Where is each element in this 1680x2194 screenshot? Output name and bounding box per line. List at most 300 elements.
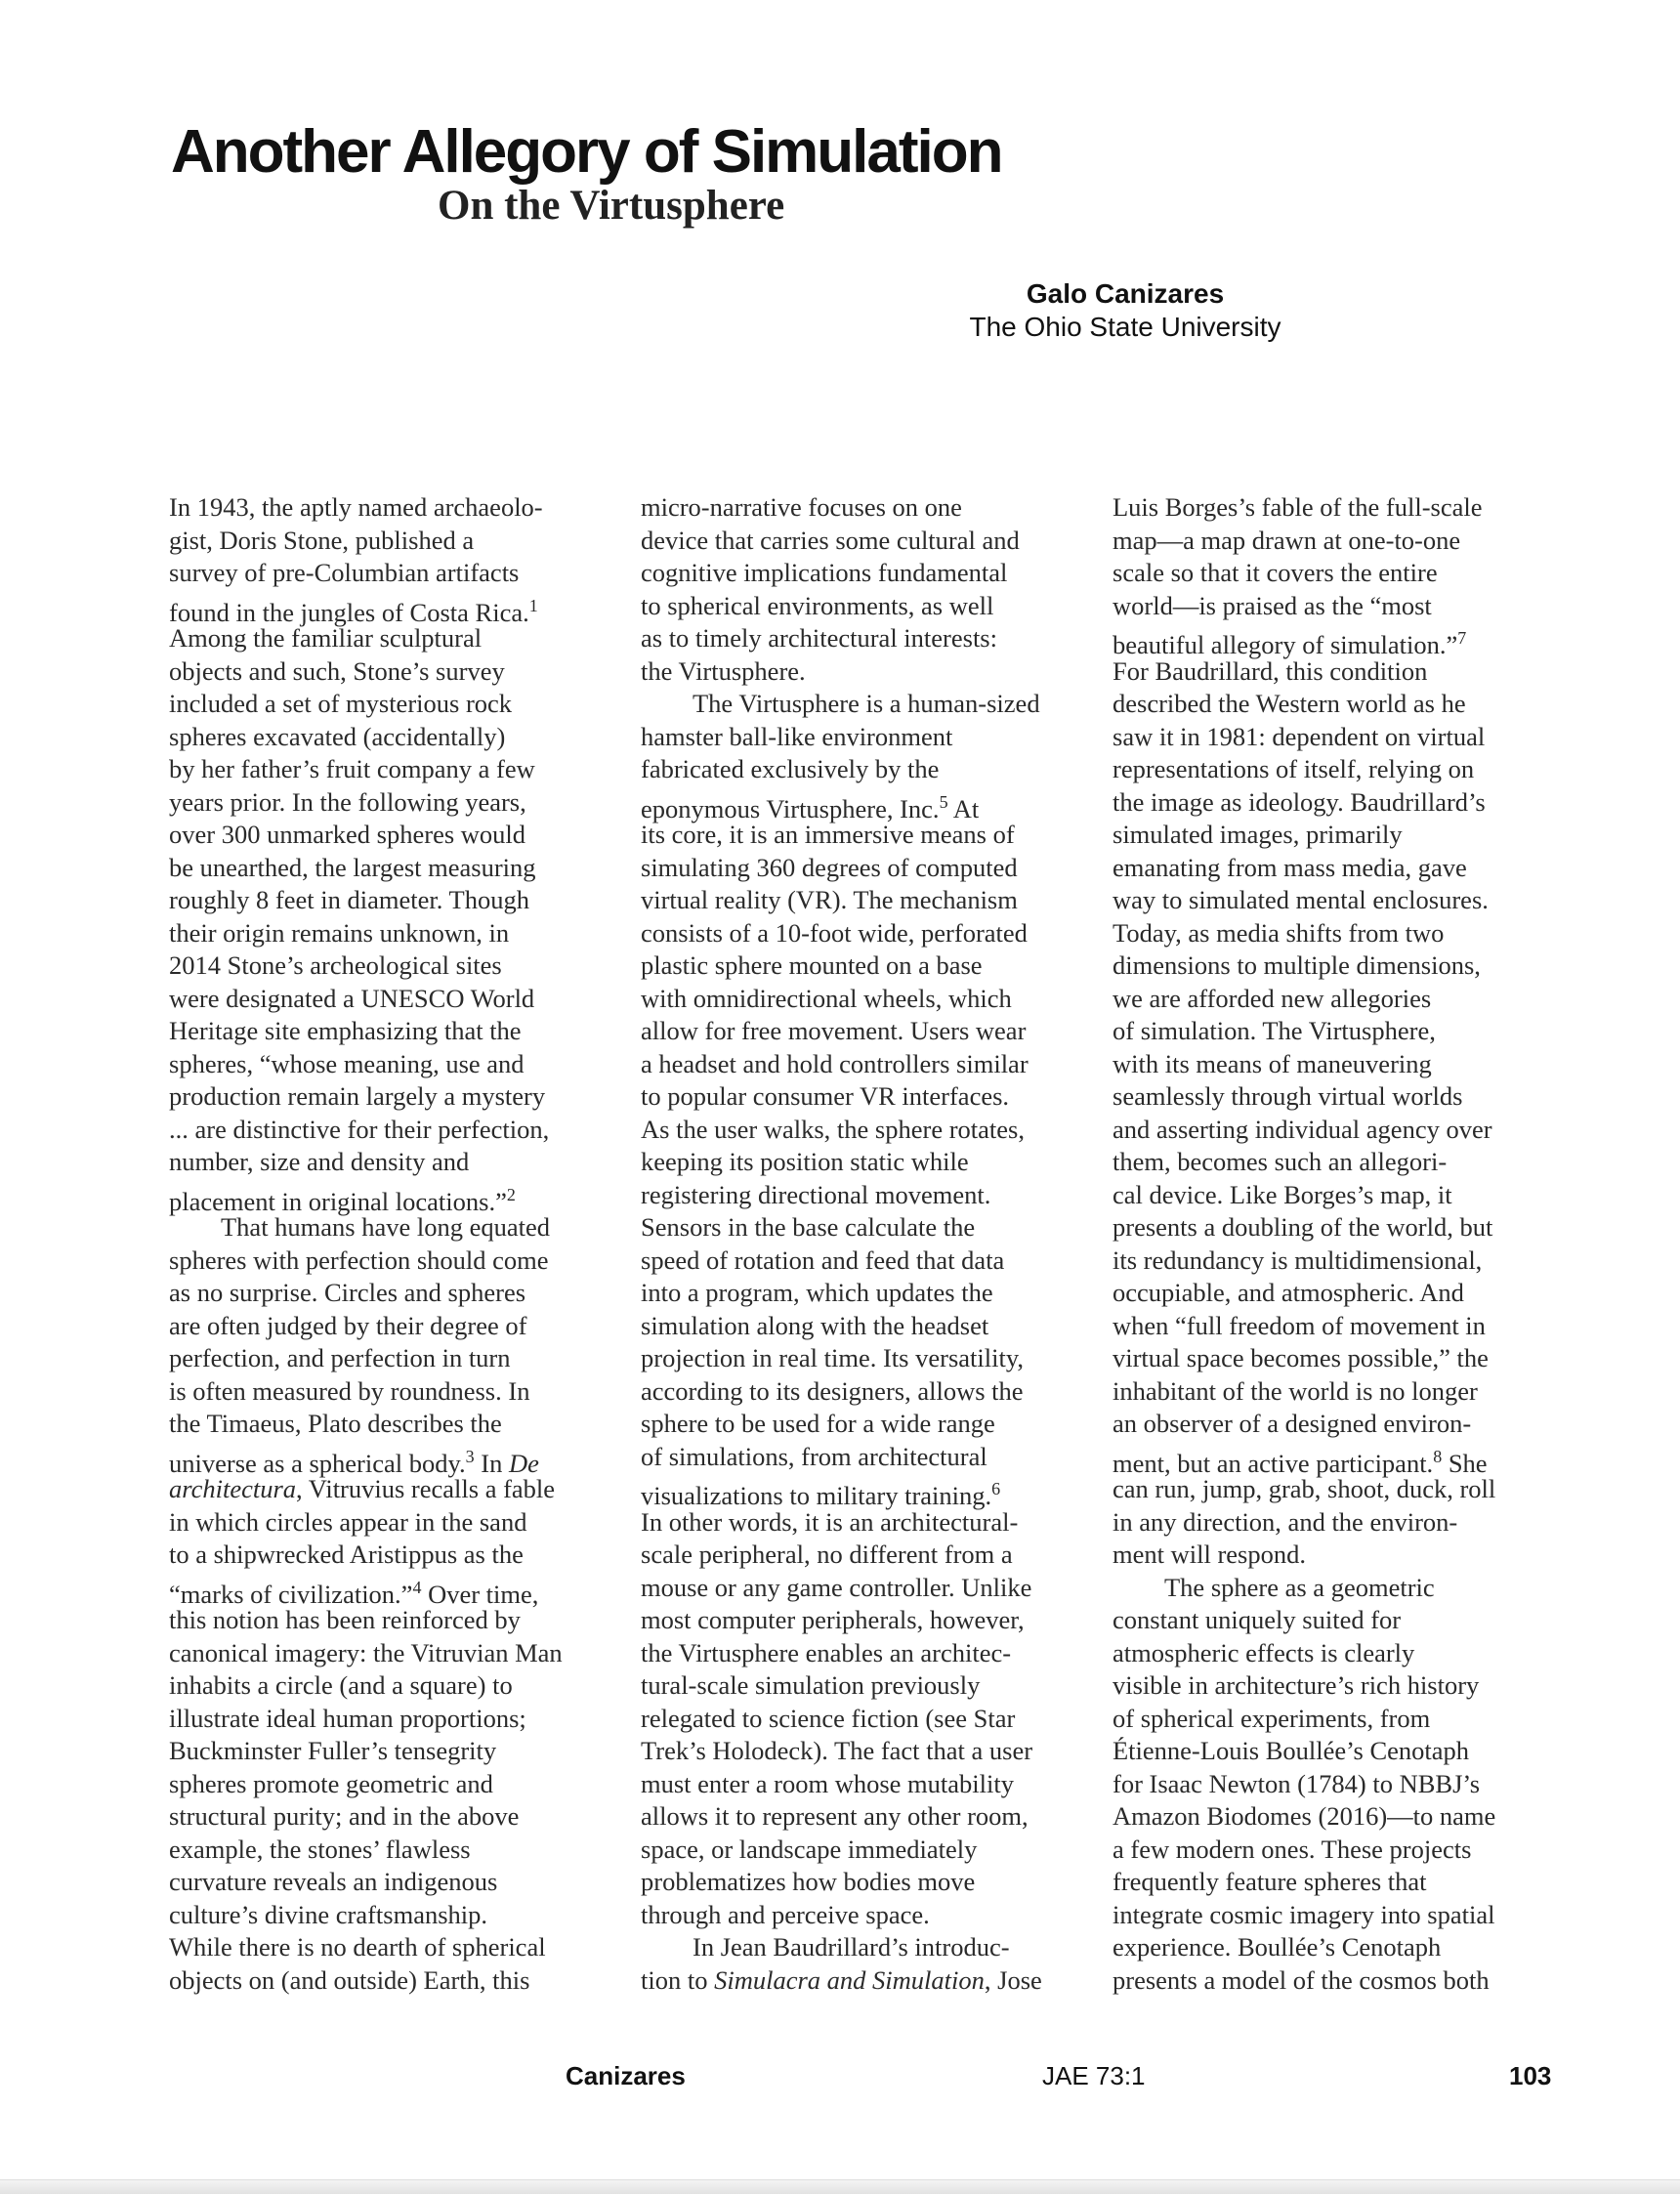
text-run: For Baudrillard, this condition [1113,655,1428,686]
text-run: occupiable, and atmospheric. And [1113,1278,1464,1307]
text-line [169,819,618,852]
text-line [169,1179,618,1216]
text-run: with omnidirectional wheels, which [641,983,1012,1013]
text-line [1113,1931,1562,1964]
text-line [641,1211,1090,1245]
text-run: seamlessly through virtual worlds [1113,1081,1463,1111]
text-line [1113,1866,1562,1899]
text-run: In 1943, the aptly named archaeolo- [169,492,543,522]
text-line [641,622,1090,655]
text-run: In Jean Baudrillard’s introduc- [693,1932,1010,1962]
author-affiliation: The Ohio State University [969,312,1281,342]
text-line [1113,1342,1562,1375]
text-line [1113,1277,1562,1310]
text-run: Luis Borges’s fable of the full-scale [1113,492,1483,522]
text-run: cognitive implications fundamental [641,558,1008,587]
text-line [641,917,1090,950]
text-line [169,1768,618,1801]
text-run: over 300 unmarked spheres would [169,820,526,849]
text-line [641,1800,1090,1834]
text-line [169,557,618,590]
text-line [1113,1735,1562,1768]
text-line [169,1637,618,1670]
text-run: Buckminster Fuller’s tensegrity [169,1736,497,1765]
text-run: found in the jungles of Costa Rica. [169,597,529,627]
text-run: included a set of mysterious rock [169,689,513,718]
text-run: Étienne-Louis Boullée’s Cenotaph [1113,1736,1470,1765]
text-line [1113,1964,1562,1998]
text-run: 2014 Stone’s archeological sites [169,950,502,980]
text-line [1113,1408,1562,1441]
text-run: inhabitant of the world is no longer [1113,1375,1478,1406]
text-run: this notion has been reinforced by [169,1605,521,1634]
text-line [169,1048,618,1081]
text-run: dimensions to multiple dimensions, [1113,950,1481,980]
footnote-reference: 8 [1433,1446,1443,1466]
page-edge-shadow [0,2179,1680,2194]
text-run: were designated a UNESCO World [169,983,535,1013]
text-line [641,1408,1090,1441]
text-line [641,1114,1090,1147]
text-line [169,753,618,786]
text-run: a few modern ones. These projects [1113,1834,1472,1864]
text-run: its redundancy is multidimensional, [1113,1245,1483,1275]
text-line [1113,1179,1562,1212]
text-line [641,1245,1090,1278]
text-run: be unearthed, the largest measuring [169,852,536,882]
text-run: in any direction, and the environ- [1113,1506,1458,1537]
text-run: as to timely architectural interests: [641,623,997,653]
text-run: spheres, “whose meaning, use and [169,1048,525,1078]
text-line [169,1669,618,1703]
text-line [1113,1146,1562,1179]
text-run: The Virtusphere is a human-sized [693,689,1040,718]
text-run: them, becomes such an allegori- [1113,1147,1448,1176]
text-run: by her father’s fruit company a few [169,754,535,783]
text-line [1113,753,1562,786]
text-line [1113,819,1562,852]
text-run: to spherical environments, as well [641,590,994,620]
text-line [169,1800,618,1834]
text-run: space, or landscape immediately [641,1834,978,1864]
text-line [641,491,1090,525]
text-line [1113,1375,1562,1409]
text-run: way to simulated mental enclosures. [1113,885,1489,914]
text-line [1113,1211,1562,1245]
text-line [169,1539,618,1572]
text-run: “marks of civilization.” [169,1579,413,1609]
text-line [641,884,1090,917]
text-run: can run, jump, grab, shoot, duck, roll [1113,1474,1496,1503]
text-run: objects on (and outside) Earth, this [169,1964,530,1995]
text-run: of simulations, from architectural [641,1441,987,1471]
text-run: That humans have long equated [221,1212,551,1242]
text-run: presents a model of the cosmos both [1113,1964,1490,1995]
text-run: to popular consumer VR interfaces. [641,1081,1010,1111]
text-run: the Virtusphere. [641,655,806,686]
text-line [641,1703,1090,1736]
text-column-2 [641,491,1090,1997]
text-line [1113,949,1562,983]
text-line [169,721,618,754]
text-column-1 [169,491,618,1997]
text-run: cal device. Like Borges’s map, it [1113,1179,1452,1209]
text-line [169,1441,618,1478]
text-line [169,1342,618,1375]
text-run: number, size and density and [169,1147,470,1176]
text-run: roughly 8 feet in diameter. Though [169,885,529,914]
footer-journal-issue: JAE 73:1 [1042,2061,1146,2090]
text-run: allow for free movement. Users wear [641,1016,1027,1045]
text-line [641,983,1090,1016]
text-line [641,1048,1090,1081]
footer-running-author: Canizares [566,2061,686,2090]
text-line [641,525,1090,558]
text-line [169,622,618,655]
text-line [1113,884,1562,917]
text-line [1113,1768,1562,1801]
footnote-reference: 6 [991,1479,1001,1498]
text-line [1113,1310,1562,1343]
text-line [641,1866,1090,1899]
byline [928,277,1323,344]
text-line [641,1310,1090,1343]
text-line [169,590,618,627]
text-line [1113,655,1562,689]
text-run: spheres promote geometric and [169,1768,493,1798]
footnote-reference: 5 [939,791,948,812]
text-run: when “full freedom of movement in [1113,1310,1486,1340]
text-line [169,688,618,721]
footnote-reference: 1 [528,595,538,615]
text-run: atmospheric effects is clearly [1113,1637,1415,1667]
text-run: Trek’s Holodeck). The fact that a user [641,1736,1033,1765]
text-line [641,1375,1090,1409]
text-run: survey of pre-Columbian artifacts [169,558,520,587]
text-run: the Timaeus, Plato describes the [169,1409,502,1438]
text-run: ment, but an active participant. [1113,1448,1434,1478]
text-line [641,1441,1090,1474]
text-run: frequently feature spheres that [1113,1867,1427,1896]
text-line [641,688,1090,721]
text-line [1113,1473,1562,1506]
text-run: mouse or any game controller. Unlike [641,1572,1032,1602]
text-run: representations of itself, relying on [1113,754,1475,783]
text-line [641,655,1090,689]
text-run: She [1442,1448,1488,1478]
text-run: constant uniquely suited for [1113,1605,1402,1634]
text-line [641,819,1090,852]
text-run: At [947,793,980,823]
text-line [641,557,1090,590]
text-run: for Isaac Newton (1784) to NBBJ’s [1113,1768,1481,1798]
text-run: fabricated exclusively by the [641,754,940,783]
text-run: scale so that it covers the entire [1113,558,1438,587]
text-run: allows it to represent any other room, [641,1801,1029,1831]
text-run: ... are distinctive for their perfection, [169,1114,550,1144]
text-run: hamster ball-like environment [641,721,953,751]
text-line [169,655,618,689]
text-line [169,884,618,917]
text-line [169,1114,618,1147]
text-run: of simulation. The Virtusphere, [1113,1016,1436,1045]
text-line [1113,786,1562,820]
italic-text: architectura [169,1474,297,1503]
text-line [1113,983,1562,1016]
text-line [641,1899,1090,1932]
text-line [1113,1048,1562,1081]
text-line [169,983,618,1016]
text-line [641,949,1090,983]
text-run: presents a doubling of the world, but [1113,1212,1493,1242]
text-run: culture’s divine craftsmanship. [169,1899,488,1929]
text-run: In [474,1448,509,1478]
text-line [1113,688,1562,721]
text-run: and asserting individual agency over [1113,1114,1492,1144]
text-run: scale peripheral, no different from a [641,1540,1013,1569]
text-run: inhabits a circle (and a square) to [169,1670,513,1700]
text-line [641,852,1090,885]
text-line [641,721,1090,754]
article-subtitle: On the Virtusphere [438,183,785,229]
text-run: simulated images, primarily [1113,820,1403,849]
text-line [1113,622,1562,659]
text-run: the image as ideology. Baudrillard’s [1113,786,1486,817]
text-run: structural purity; and in the above [169,1801,520,1831]
text-run: As the user walks, the sphere rotates, [641,1114,1025,1144]
text-run: are often judged by their degree of [169,1310,527,1340]
text-line [169,1834,618,1867]
text-run: virtual space becomes possible,” the [1113,1343,1489,1372]
text-run: device that carries some cultural and [641,525,1020,555]
text-run: a headset and hold controllers similar [641,1048,1029,1078]
footnote-reference: 2 [506,1184,516,1204]
text-run: , Vitruvius recalls a fable [296,1474,556,1503]
footnote-reference: 7 [1457,628,1467,648]
text-run: virtual reality (VR). The mechanism [641,885,1018,914]
text-line [641,1179,1090,1212]
text-run: consists of a 10-foot wide, perforated [641,917,1028,948]
text-line [641,1146,1090,1179]
text-line [1113,1572,1562,1605]
text-run: universe as a spherical body. [169,1448,466,1478]
text-run: registering directional movement. [641,1179,991,1209]
text-line [1113,525,1562,558]
text-run: speed of rotation and feed that data [641,1245,1005,1275]
text-line [169,1964,618,1998]
text-run: to a shipwrecked Aristippus as the [169,1540,524,1569]
text-line [169,1408,618,1441]
text-line [641,786,1090,823]
text-run: we are afforded new allegories [1113,983,1432,1013]
text-run: the Virtusphere enables an architec- [641,1637,1012,1667]
text-run: Among the familiar sculptural [169,623,483,653]
text-run: keeping its position static while [641,1147,969,1176]
text-run: example, the stones’ flawless [169,1834,471,1864]
text-line [169,1473,618,1506]
text-run: visualizations to military training. [641,1480,992,1510]
text-run: gist, Doris Stone, published a [169,525,475,555]
footnote-reference: 4 [412,1577,422,1597]
text-line [1113,917,1562,950]
text-run: described the Western world as he [1113,689,1466,718]
text-run: beautiful allegory of simulation.” [1113,629,1458,659]
text-line [1113,1604,1562,1637]
text-line [1113,1899,1562,1932]
text-run: through and perceive space. [641,1899,930,1929]
text-line [1113,1539,1562,1572]
text-line [1113,1506,1562,1540]
footer-page-number: 103 [1509,2061,1552,2090]
text-line [169,1899,618,1932]
text-line [641,1342,1090,1375]
text-line [169,491,618,525]
italic-text: De [509,1448,539,1478]
italic-text: Simulacra and Simulation [714,1964,985,1995]
text-line [641,753,1090,786]
text-line [641,1506,1090,1540]
text-run: into a program, which updates the [641,1278,993,1307]
text-line [169,1310,618,1343]
text-line [169,1931,618,1964]
text-line [1113,557,1562,590]
text-run: Amazon Biodomes (2016)—to name [1113,1801,1496,1831]
text-run: objects and such, Stone’s survey [169,655,505,686]
text-run: map—a map drawn at one-to-one [1113,525,1461,555]
text-run: emanating from mass media, gave [1113,852,1467,882]
text-line [641,1637,1090,1670]
text-line [169,1211,618,1245]
text-line [641,1604,1090,1637]
text-line [169,1375,618,1409]
text-run: plastic sphere mounted on a base [641,950,983,980]
text-run: their origin remains unknown, in [169,917,510,948]
text-line [169,1703,618,1736]
text-line [1113,1080,1562,1114]
text-line [641,1768,1090,1801]
text-run: of spherical experiments, from [1113,1703,1431,1733]
text-run: must enter a room whose mutability [641,1768,1014,1798]
text-line [1113,1114,1562,1147]
text-line [169,852,618,885]
text-line [169,1277,618,1310]
text-run: production remain largely a mystery [169,1081,546,1111]
text-line [1113,1669,1562,1703]
text-run: Heritage site emphasizing that the [169,1016,522,1045]
text-line [169,1080,618,1114]
text-run: saw it in 1981: dependent on virtual [1113,721,1486,751]
text-line [169,1245,618,1278]
text-run: Over time, [421,1579,539,1609]
text-run: integrate cosmic imagery into spatial [1113,1899,1495,1929]
text-run: as no surprise. Circles and spheres [169,1278,526,1307]
text-run: The sphere as a geometric [1164,1572,1435,1602]
text-line [169,1146,618,1179]
text-line [1113,590,1562,623]
text-line [641,1015,1090,1048]
text-line [169,1015,618,1048]
text-line [169,949,618,983]
text-run: in which circles appear in the sand [169,1506,527,1537]
text-line [641,1572,1090,1605]
text-line [169,1866,618,1899]
text-run: micro-narrative focuses on one [641,492,962,522]
text-run: is often measured by roundness. In [169,1375,530,1406]
text-run: projection in real time. Its versatility, [641,1343,1024,1372]
text-line [1113,1834,1562,1867]
text-run: an observer of a designed environ- [1113,1409,1472,1438]
text-run: ment will respond. [1113,1540,1306,1569]
text-line [641,1735,1090,1768]
text-line [1113,1703,1562,1736]
text-line [641,590,1090,623]
text-run: , Jose [984,1964,1042,1995]
text-line [641,1669,1090,1703]
text-line [1113,1441,1562,1478]
text-run: problematizes how bodies move [641,1867,976,1896]
text-line [641,1964,1090,1998]
article-title: Another Allegory of Simulation [171,118,1002,186]
text-run: illustrate ideal human proportions; [169,1703,526,1733]
text-line [1113,1800,1562,1834]
text-run: In other words, it is an architectural- [641,1506,1019,1537]
text-run: placement in original locations.” [169,1186,507,1216]
text-run: While there is no dearth of spherical [169,1932,546,1962]
text-run: experience. Boullée’s Cenotaph [1113,1932,1442,1962]
text-line [169,1604,618,1637]
text-line [1113,491,1562,525]
text-line [1113,1637,1562,1670]
text-run: relegated to science fiction (see Star [641,1703,1016,1733]
footnote-reference: 3 [465,1446,475,1466]
author-name: Galo Canizares [1026,278,1225,309]
text-run: canonical imagery: the Vitruvian Man [169,1637,563,1667]
text-line [169,1572,618,1609]
text-run: spheres with perfection should come [169,1245,549,1275]
text-line [169,1735,618,1768]
text-run: eponymous Virtusphere, Inc. [641,793,940,823]
text-line [641,1277,1090,1310]
text-run: visible in architecture’s rich history [1113,1670,1480,1700]
text-line [641,1834,1090,1867]
text-run: with its means of maneuvering [1113,1048,1432,1078]
text-run: sphere to be used for a wide range [641,1409,995,1438]
text-run: its core, it is an immersive means of [641,820,1015,849]
text-run: according to its designers, allows the [641,1375,1024,1406]
text-line [1113,1015,1562,1048]
text-line [169,1506,618,1540]
text-line [641,1473,1090,1510]
text-run: tion to [641,1964,715,1995]
text-run: curvature reveals an indigenous [169,1867,498,1896]
text-run: perfection, and perfection in turn [169,1343,511,1372]
text-run: tural-scale simulation previously [641,1670,981,1700]
text-run: simulating 360 degrees of computed [641,852,1018,882]
text-run: spheres excavated (accidentally) [169,721,506,751]
text-line [641,1931,1090,1964]
text-run: years prior. In the following years, [169,786,526,817]
text-line [1113,852,1562,885]
text-line [169,917,618,950]
text-run: Today, as media shifts from two [1113,917,1445,948]
text-line [1113,1245,1562,1278]
text-line [1113,721,1562,754]
text-run: most computer peripherals, however, [641,1605,1025,1634]
text-column-3 [1113,491,1562,1997]
text-line [169,525,618,558]
text-line [169,786,618,820]
text-run: Sensors in the base calculate the [641,1212,976,1242]
